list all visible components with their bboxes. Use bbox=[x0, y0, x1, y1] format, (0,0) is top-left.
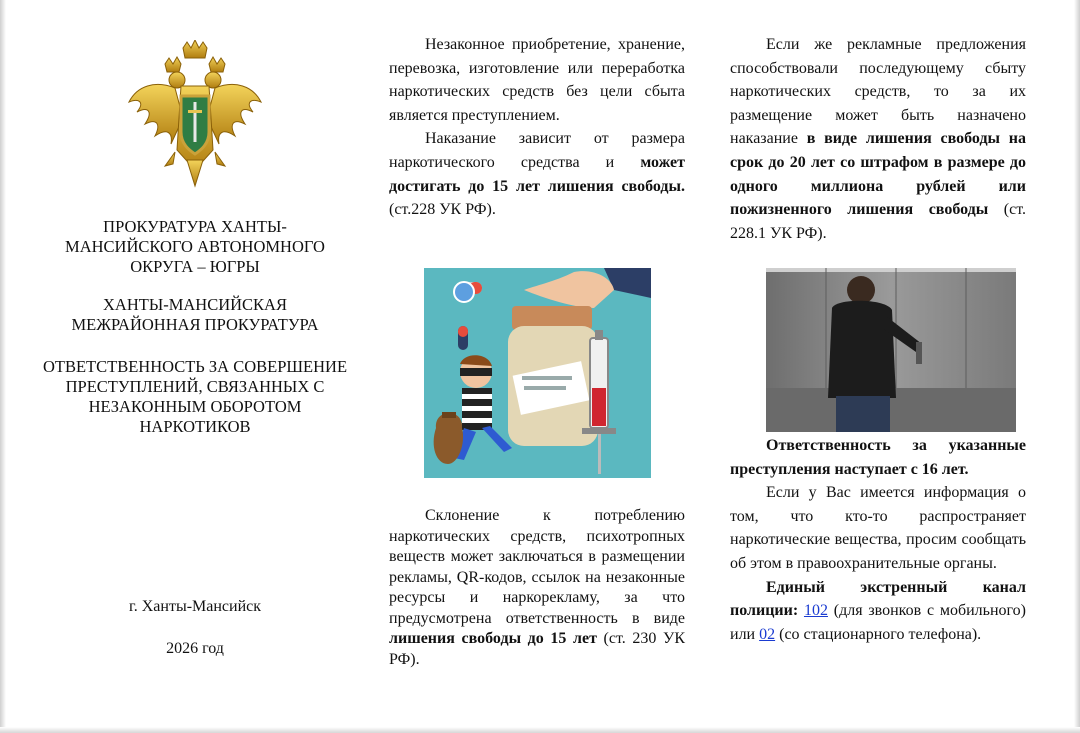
advertising-bold: в виде лишения свободы на срок до 20 лет со штрафом в размере до одного миллиона рублей или пожизненного лишения свободы bbox=[730, 130, 1026, 219]
prosecutor-emblem-icon bbox=[125, 40, 265, 190]
cover-column bbox=[40, 30, 350, 437]
punishment-article: (ст.228 УК РФ). bbox=[389, 201, 496, 219]
year-label: 2026 год bbox=[166, 640, 224, 657]
city-name: г. Ханты-Мансийск bbox=[128, 598, 262, 615]
page-shadow-bottom bbox=[0, 727, 1080, 733]
drug-crime-illustration bbox=[424, 268, 651, 478]
punishment-text: Наказание зависит от размера наркотического средства и bbox=[389, 130, 685, 171]
paragraph-age-responsibility bbox=[730, 434, 1026, 481]
middle-column-bottom bbox=[389, 506, 685, 670]
inducement-article: (ст. 230 УК РФ). bbox=[389, 630, 685, 668]
phone-02-link[interactable]: 02 bbox=[759, 625, 776, 643]
advertising-text: Если же рекламные предложения способствовали последующему сбыту наркотических средств, то за их размещение может быть назначено наказание bbox=[730, 36, 1026, 148]
middle-column-top bbox=[389, 33, 685, 222]
paragraph-report-info: Если у Вас имеется информация о том, что кто-то распространяет наркотические вещества, просим сообщать об этом в правоохранительные органы. bbox=[730, 484, 1026, 572]
punishment-bold: может достигать до 15 лет лишения свободы. bbox=[389, 153, 685, 195]
paragraph-punishment bbox=[389, 127, 685, 221]
emergency-mobile-text: (для звонков с мобильного) или bbox=[730, 602, 1027, 643]
graffiti-photo bbox=[766, 268, 1016, 432]
inducement-text: Склонение к потреблению наркотических средств, психотропных веществ может заключаться в размещении рекламы, QR-кодов, ссылок на незаконные ресурсы и наркорекламу, за что предусмотрена ответственность в виде bbox=[389, 507, 685, 627]
paragraph-emergency-channel bbox=[730, 576, 1026, 647]
district-office-title: ХАНТЫ-МАНСИЙСКАЯ МЕЖРАЙОННАЯ ПРОКУРАТУРА bbox=[71, 295, 319, 334]
right-column-top bbox=[730, 33, 1026, 245]
inducement-bold: лишения свободы до 15 лет bbox=[389, 630, 597, 647]
prosecutor-office-title: ПРОКУРАТУРА ХАНТЫ-МАНСИЙСКОГО АВТОНОМНОГО ОКРУГА – ЮГРЫ bbox=[65, 217, 325, 276]
advertising-article: (ст. 228.1 УК РФ). bbox=[730, 201, 1026, 242]
paragraph-advertising-sale bbox=[730, 33, 1026, 245]
paragraph-inducement bbox=[389, 506, 685, 670]
right-column-bottom bbox=[730, 434, 1026, 646]
emergency-landline-text: (со стационарного телефона). bbox=[775, 625, 982, 643]
age-responsibility-bold: Ответственность за указанные преступления наступает с 16 лет. bbox=[730, 437, 1026, 478]
brochure-topic-title: ОТВЕТСТВЕННОСТЬ ЗА СОВЕРШЕНИЕ ПРЕСТУПЛЕНИЙ, СВЯЗАННЫХ С НЕЗАКОННЫМ ОБОРОТОМ НАРКОТИКОВ bbox=[42, 357, 348, 436]
paragraph-illegal-acquisition: Незаконное приобретение, хранение, перевозка, изготовление или переработка наркотических средств без цели сбыта является преступлением. bbox=[389, 36, 685, 124]
emergency-channel-bold: Единый экстренный канал полиции: bbox=[730, 578, 1026, 620]
phone-102-link[interactable]: 102 bbox=[803, 602, 828, 620]
page-shadow-left bbox=[0, 0, 6, 733]
page-shadow-right bbox=[1074, 0, 1080, 733]
